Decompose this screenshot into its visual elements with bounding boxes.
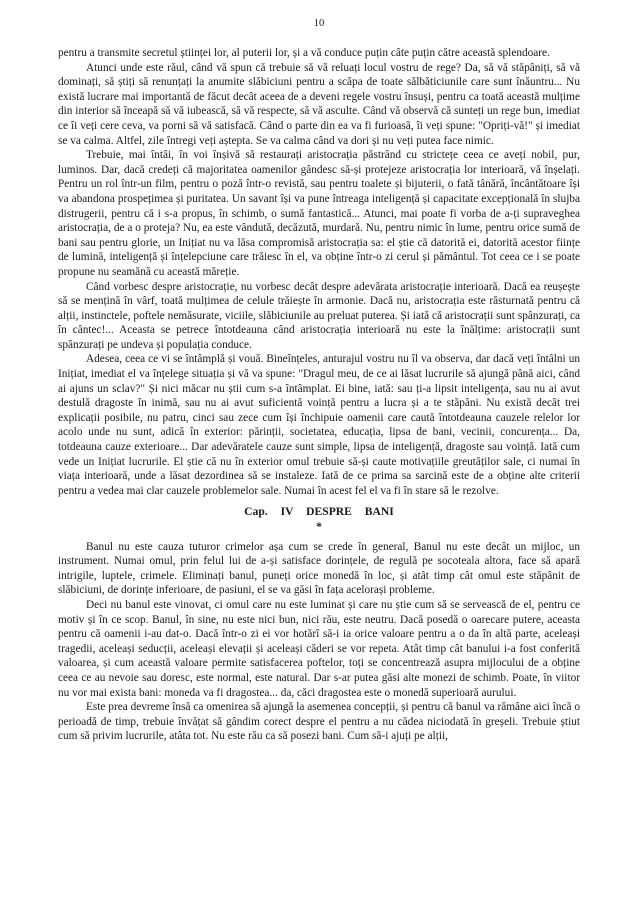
paragraph: Trebuie, mai întâi, în voi înșivă să restaurați aristocrația păstrând cu strictețe ceea ce aveți nobil, pur, luminos. Dar, dacă credeți că majoritatea oamenilor gândesc să-și protejeze aristocrația lor interioară, vă înșelați. Pentru un rol într-un film, pentru o poză într-o revistă, sau pentru toalete și bijuterii, o fată tânără, încântătoare își va abandona prospețimea și puritatea. Un savant își va pune întreaga inteligență și capacitate excepțională în slujba distrugerii, pentru că i s-a propus, în schimb, o sumă fantastică... Atunci, mai poate fi vorba de a-ți supraveghea aristocrația, de a o proteja? Nu, ea este vândută, decăzută, murdară. Nu, pentru nimic în lume, pentru orice sumă de bani sau pentru glorie, un Inițiat nu va lăsa compromisă aristocrația sa: el știe că datorită ei, datorită acestor ființe de lumină, inteligență și înțelepciune care trăiesc în el, va obține într-o zi cerul și pământul. Tot ceea ce i se poate propune nu seamănă cu această măreție. [58, 149, 580, 278]
chapter-title: DESPRE BANI [306, 505, 394, 519]
paragraph: Adesea, ceea ce vi se întâmplă și vouă. Bineînțeles, anturajul vostru nu îl va observa, dar dacă veți întâlni un Inițiat, imediat el va înțelege situația și vă va spune: "Dragul meu, de ce ai lăsat lucrurile să ajungă până aici, când ai ajuns un sclav?" Și nici măcar nu știi cum s-a întâmplat. Ei bine, iată: sau ți-a lipsit inteligența, sau nu ai avut destulă dragoste în inimă, sau nu ai avut suficientă voință pentru a lucra și a te stăpâni. Nu există decât trei explicații posibile, nu patru, cinci sau zece cum își închipuie oamenii care caută întotdeauna cauzele relelor lor acolo unde nu sunt, adică în exterior: părinții, societatea, educația, lipsa de bani, vecinii, concurența... Da, totdeauna cauze exterioare... Dar adevăratele cauze sunt simple, lipsa de inteligență, dragoste sau voință. Iată cum vede un Inițiat lucrurile. El știe că nu în exterior omul trebuie să-și caute motivațiile greutăților sale, ci numai în viața interioară, unde a lăsat dezordinea să se instaleze. Iată de ce prima sa sarcină este de a obține alte criterii pentru a vedea mai clar cauzele problemelor sale. Numai în acest fel el va fi în stare să le rezolve. [58, 353, 580, 497]
paragraph: Atunci unde este răul, când vă spun că trebuie să vă reluați locul vostru de rege? Da, să vă stăpâniți, să vă dominați, să știți să renunțați la anumite slăbiciuni pentru a scăpa de toate sălbăticiunile care sunt înăuntru... Nu există lucrare mai importantă de făcut decât aceea de a deveni regele vostru însuși, pentru ca toată această mulțime din interior să înceapă să vă iubească, să vă respecte, să vă asculte. Când vă observă că sunteți un rege bun, imediat ce îi veți cere ceva, va porni să vă satisfacă. Când o parte din ea va fi furioasă, îi veți spune: "Opriți-vă!" și imediat se va calma. Altfel, zile întregi veți aștepta. Se va calma când va dori și nu veți putea face nimic. [58, 61, 580, 147]
paragraph: pentru a transmite secretul științei lor, al puterii lor, și a vă conduce puțin câte puțin către această splendoare. [58, 47, 550, 59]
chapter-heading [58, 505, 580, 520]
paragraph: Banul nu este cauza tuturor crimelor așa cum se crede în general, Banul nu este decât un mijloc, un instrument. Numai omul, prin felul lui de a-și satisface dorințele, de regulă pe socoteala altora, face să apară intrigile, luptele, crimele. Eliminați banul, puneți orice monedă în loc, și atât timp cât omul este stăpânit de slăbiciuni, de dorințe inferioare, de pasiuni, el se va găsi în fața acelorași probleme. [58, 540, 580, 597]
paragraph: Este prea devreme însă ca omenirea să ajungă la asemenea concepții, și pentru că banul va rămâne aici încă o perioadă de timp, trebuie învățat să gândim corect despre el pentru a nu cădea niciodată în greșeli. Trebuie știut cum să privim lucrurile, atâta tot. Nu este rău ca să posezi bani. Cum să-i ajuți pe alții, [58, 701, 580, 743]
chapter-separator: * [316, 520, 322, 533]
page-content [58, 46, 580, 744]
paragraph: Când vorbesc despre aristocrație, nu vorbesc decât despre adevărata aristocrație interioară. Dacă ea reușește să se mențină în vârf, toată mulțimea de celule trăiește în armonie. Dacă nu, aristocrația este răsturnată pentru că alții, instinctele, poftele nemăsurate, viciile, slăbiciunile au preluat puterea. Și iată că aristocrații sunt spânzurați, ca în cântec!... Aceasta se petrece întotdeauna când aristocrația interioară nu este la înălțime: aristocrații sunt spânzurați pe undeva și populația conduce. [58, 280, 580, 351]
page-number: 10 [313, 18, 325, 29]
chapter-number: Cap. IV [244, 505, 294, 519]
paragraph: Deci nu banul este vinovat, ci omul care nu este luminat și care nu știe cum să se servească de el, pentru ce motiv și în ce scop. Banul, în sine, nu este nici bun, nici rău, este neutru. Dacă posedă o oarecare putere, aceasta pentru că oamenii i-au dat-o. Dacă într-o zi ei vor hotărî să-i ia orice valoare pentru a o da în altă parte, aceleași tragedii, aceleași seducții, aceleași elevații și aceleași căderi se vor repeta. Atât timp cât banului i-a fost conferită valoarea, și cum această valoare permite satisfacerea poftelor, toți se concentrează asupra mijlocului de a obține ceea ce au nevoie sau doresc, este normal, este natural. Dar s-ar putea găsi alte monezi de schimb. Poate, în viitor nu vor mai exista bani: moneda va fi dragostea... da, căci dragostea este o monedă superioară aurului. [58, 598, 580, 699]
